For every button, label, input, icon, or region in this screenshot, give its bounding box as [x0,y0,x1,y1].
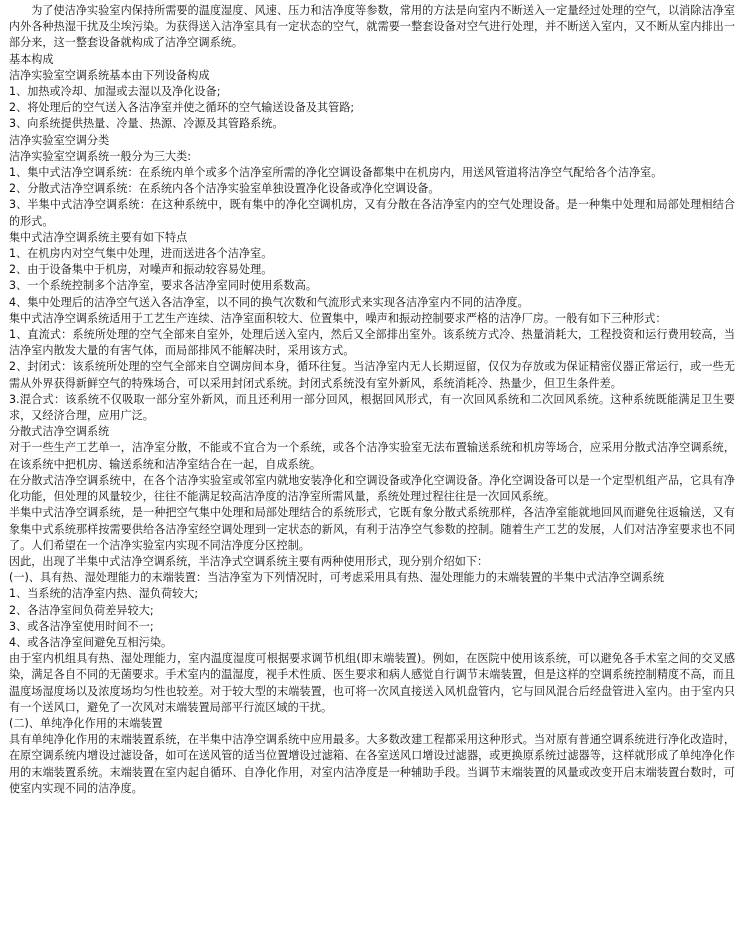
list-item: 2、封闭式：该系统所处理的空气全部来自空调房间本身，循环往复。当洁净室内无人长期逗留，仅仅为存放或为保证精密仪器正常运行，或一些无需从外界获得新鲜空气的特殊场合，可以采用封闭式系统。封闭式系统没有室外新风，系统消耗冷、热量少，但卫生条件差。 [9,360,735,390]
subsection-heading: (二)、单纯净化作用的末端装置 [9,716,163,730]
section-heading-centralized-features: 集中式洁净空调系统主要有如下特点 [9,230,188,244]
list-item: 1、直流式：系统所处理的空气全部来自室外，处理后送入室内，然后又全部排出室外。该系统方式冷、热量消耗大，工程投资和运行费用较高，当洁净室内散发大量的有害气体，而局部排风不能解决时，采用该方式。 [9,328,735,358]
section-heading-decentralized: 分散式洁净空调系统 [9,425,110,439]
section-heading-basic-composition: 基本构成 [9,52,54,66]
list-item: 1、集中式洁净空调系统：在系统内单个或多个洁净室所需的净化空调设备都集中在机房内，用送风管道将洁净空气配给各个洁净室。 [9,166,663,180]
list-item: 4、集中处理后的洁净空气送入各洁净室，以不同的换气次数和气流形式来实现各洁净室内不同的洁净度。 [9,295,529,309]
document-body [9,3,735,797]
list-item: 2、由于设备集中于机房，对噪声和振动较容易处理。 [9,263,273,277]
section-heading-classification: 洁净实验室空调分类 [9,133,110,147]
list-item: 3、或各洁净室使用时间不一; [9,619,154,633]
paragraph: 由于室内机组具有热、湿处理能力，室内温度湿度可根据要求调节机组(即末端装置)。例如，在医院中使用该系统，可以避免各手术室之间的交叉感染，满足各自不同的无菌要求。手术室内的温湿度，视手术性质、医生要求和病人感觉自行调节末端装置，但是这样的空调系统控制精度不高，而且温度场湿度场以及浓度场均匀性也较差。对于较大型的末端装置，也可将一次风直接送入风机盘管内，它与回风混合后经盘管进入室内。由于室内只有一个送风口，避免了一次风对末端装置局部平行流区域的干扰。 [9,652,735,714]
paragraph: 具有单纯净化作用的末端装置系统，在半集中洁净空调系统中应用最多。大多数改建工程都采用这种形式。当对原有普通空调系统进行净化改造时，在原空调系统内增设过滤设备，如可在送风管的适当位置增设过滤箱、在各室送风口增设过滤器，或更换原系统过滤器等，这样就形成了单纯净化作用的末端装置系统。末端装置在室内起自循环、自净化作用，对室内洁净度是一种辅助手段。当调节末端装置的风量或改变开启末端装置台数时，可使室内实现不同的洁净度。 [9,733,735,795]
list-item: 1、当系统的洁净室内热、湿负荷较大; [9,587,199,601]
list-item: 2、各洁净室间负荷差异较大; [9,603,154,617]
intro-paragraph: 为了使洁净实验室内保持所需要的温度湿度、风速、压力和洁净度等参数，常用的方法是向室内不断送入一定量经过处理的空气，以消除洁净室内外各种热湿干扰及尘埃污染。为获得送入洁净室具有一定状态的空气，就需要一整套设备对空气进行处理，并不断送入室内，又不断从室内排出一部分来，这一整套设备就构成了洁净空调系统。 [9,4,735,50]
subsection-heading: (一)、具有热、湿处理能力的末端装置：当洁净室为下列情况时，可考虑采用具有热、湿处理能力的末端装置的半集中式洁净空调系统 [9,571,665,585]
list-item: 4、或各洁净室间避免互相污染。 [9,635,173,649]
list-item: 2、将处理后的空气送入各洁净室并使之循环的空气输送设备及其管路; [9,101,355,115]
list-item: 3、向系统提供热量、冷量、热源、冷源及其管路系统。 [9,117,284,131]
list-item: 2、分散式洁净空调系统：在系统内各个洁净实验室单独设置净化设备或净化空调设备。 [9,182,440,196]
list-item: 3.混合式：该系统不仅吸取一部分室外新风，而且还利用一部分回风，根据回风形式，有一次回风系统和二次回风系统。这种系统既能满足卫生要求，又经济合理，应用广泛。 [9,392,735,423]
paragraph: 集中式洁净空调系统适用于工艺生产连续、洁净室面积较大、位置集中，噪声和振动控制要求严格的洁净厂房。一般有如下三种形式： [9,311,667,325]
list-item: 1、在机房内对空气集中处理，进而送进各个洁净室。 [9,247,273,261]
paragraph: 洁净实验室空调系统基本由下列设备构成 [9,68,210,82]
list-item: 3、半集中式洁净空调系统：在这种系统中，既有集中的净化空调机房，又有分散在各洁净室内的空气处理设备。是一种集中处理和局部处理相结合的形式。 [9,198,735,228]
list-item: 1、加热或冷却、加湿或去湿以及净化设备; [9,85,221,99]
paragraph: 半集中式洁净空调系统，是一种把空气集中处理和局部处理结合的系统形式，它既有象分散式系统那样，各洁净室能就地回风而避免往返输送，又有象集中式系统那样按需要供给各洁净室经空调处理到一定状态的新风，有利于洁净空气参数的控制。随着生产工艺的发展，人们对洁净室要求也不同了。人们希望在一个洁净实验室内实现不同洁净度分区控制。 [9,506,735,552]
list-item: 3、一个系统控制多个洁净室，要求各洁净室同时使用系数高。 [9,279,317,293]
paragraph: 在分散式洁净空调系统中，在各个洁净实验室或邻室内就地安装净化和空调设备或净化空调设备。净化空调设备可以是一个定型机组产品，它具有净化功能，但处理的风量较少，往往不能满足较高洁净度的洁净室所需风量，系统处理过程往往是一次回风系统。 [9,473,735,504]
paragraph: 因此，出现了半集中式洁净空调系统，半洁净式空调系统主要有两种使用形式，现分别介绍如下： [9,554,489,568]
paragraph: 洁净实验室空调系统一般分为三大类: [9,149,192,163]
paragraph: 对于一些生产工艺单一，洁净室分散，不能或不宜合为一个系统，或各个洁净实验室无法布置输送系统和机房等场合，应采用分散式洁净空调系统，在该系统中把机房、输送系统和洁净室结合在一起，自成系统。 [9,441,735,471]
